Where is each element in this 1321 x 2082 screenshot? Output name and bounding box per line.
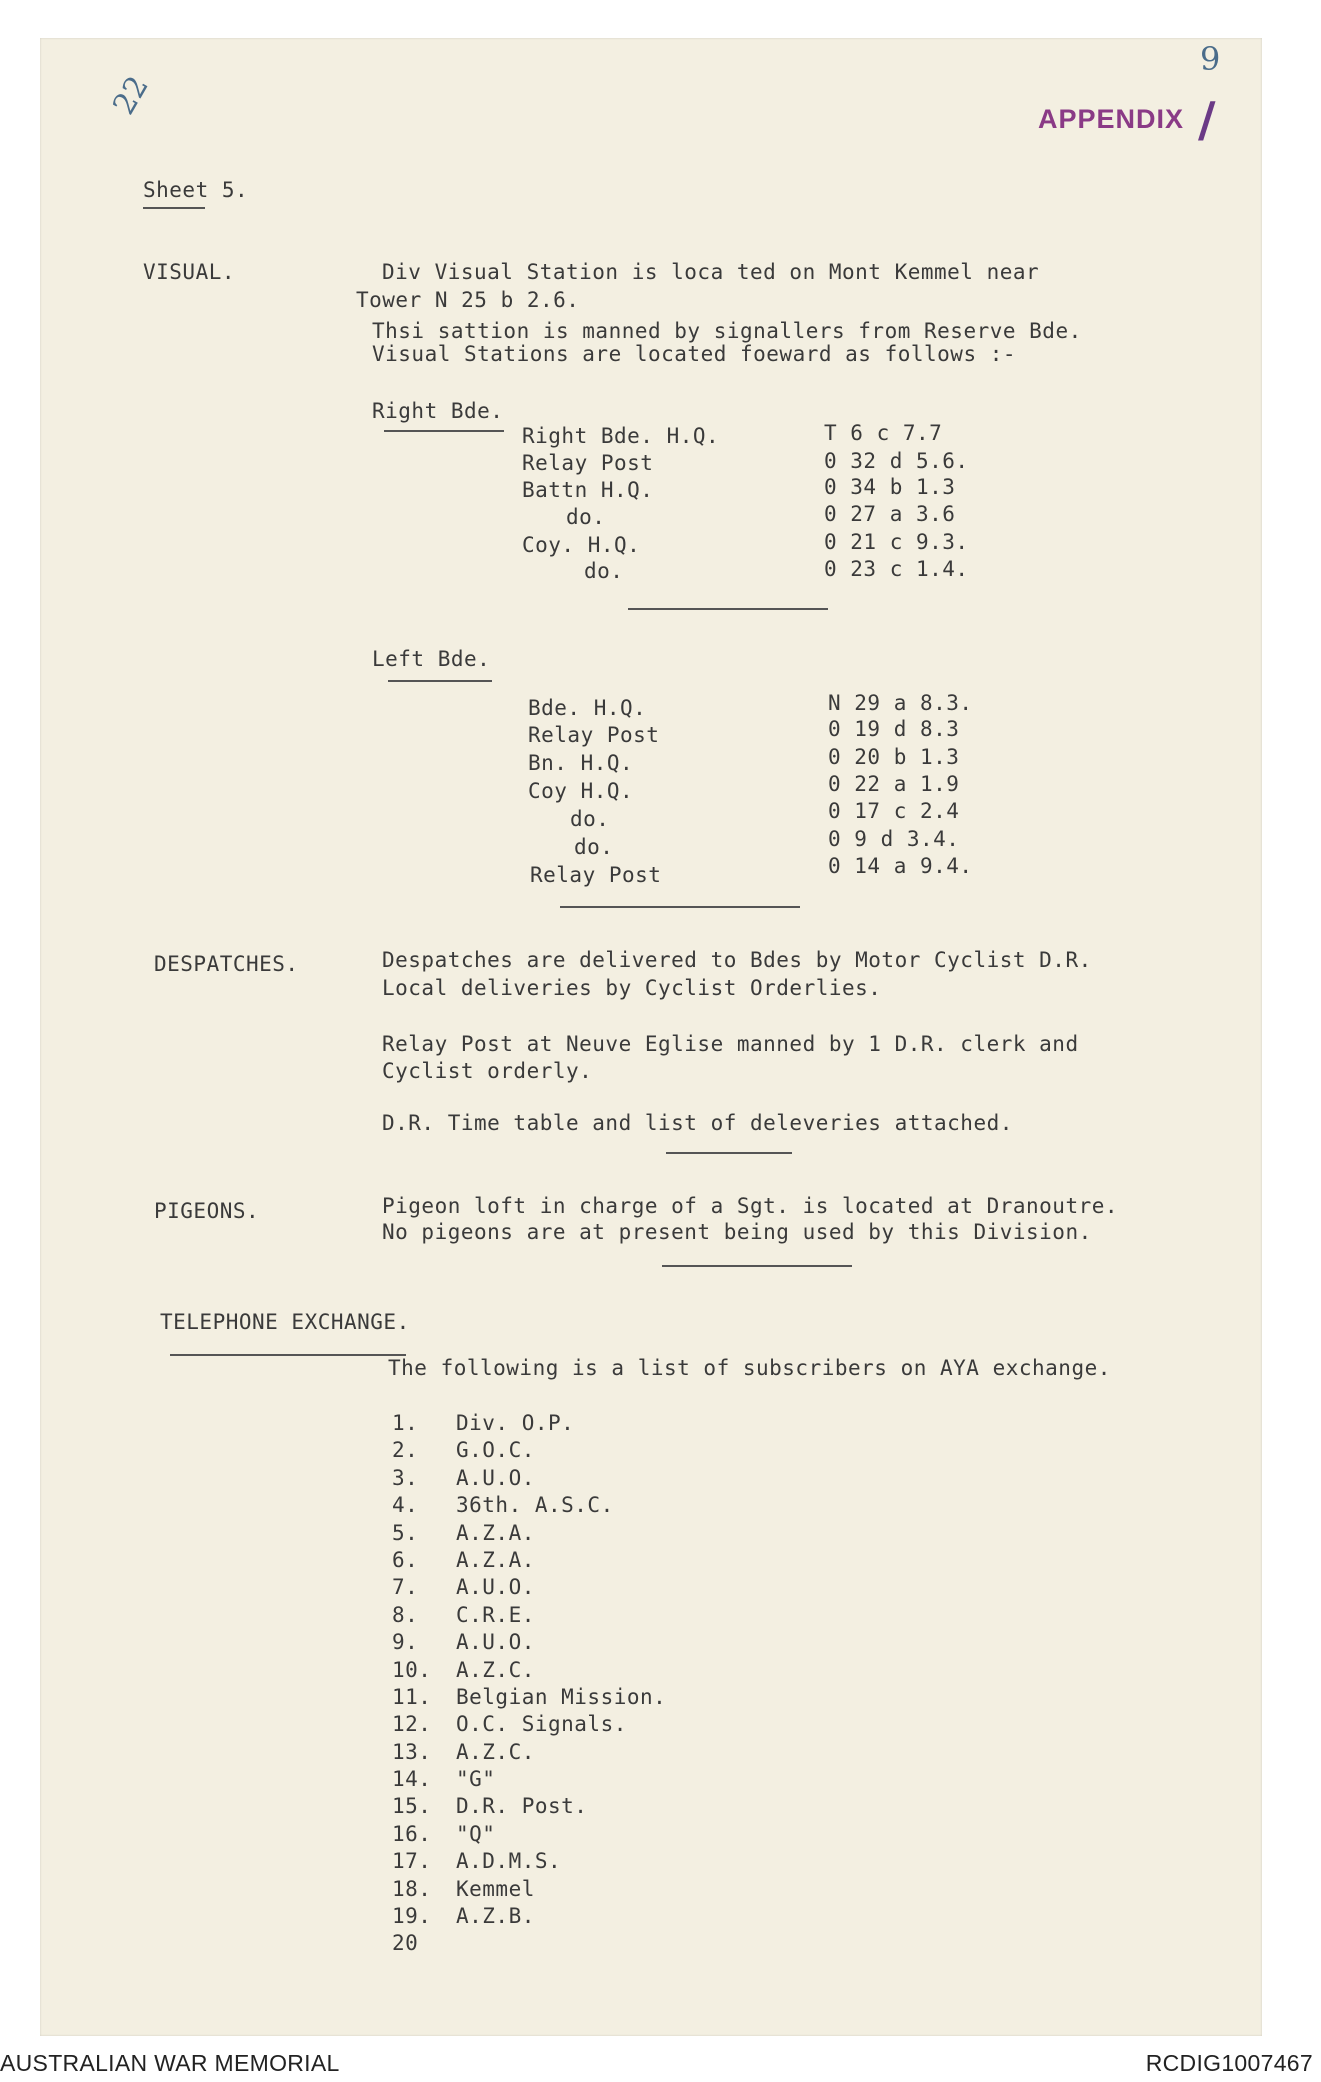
left-bde-place: Relay Post	[528, 723, 660, 747]
right-bde-ref: 0 21 c 9.3.	[824, 530, 969, 554]
subscriber-name: A.U.O.	[456, 1630, 535, 1655]
pigeons-line: No pigeons are at present being used by this Division.	[382, 1220, 1092, 1244]
subscriber-name: A.Z.A.	[456, 1520, 535, 1545]
subscriber-item	[392, 1602, 666, 1629]
subscriber-number: 19.	[392, 1904, 432, 1929]
subscriber-item	[392, 1876, 666, 1903]
left-bde-place: do.	[570, 807, 610, 831]
appendix-stamp	[1038, 104, 1184, 135]
subscriber-number: 16.	[392, 1821, 432, 1846]
right-bde-divider	[628, 608, 828, 610]
subscriber-name: 36th. A.S.C.	[456, 1493, 614, 1518]
right-bde-underline	[384, 430, 504, 432]
subscriber-item	[392, 1711, 666, 1738]
left-bde-place: do.	[574, 835, 614, 859]
right-bde-heading: Right Bde.	[372, 399, 504, 423]
despatches-divider	[666, 1152, 792, 1154]
subscriber-number: 5.	[392, 1520, 419, 1545]
subscriber-name: Div. O.P.	[456, 1411, 575, 1435]
subscriber-item	[392, 1410, 666, 1437]
right-bde-place: do.	[584, 559, 624, 583]
folio-number: 22	[106, 70, 156, 121]
left-bde-ref: N 29 a 8.3.	[828, 691, 973, 715]
left-bde-place: Coy H.Q.	[528, 779, 634, 803]
subscriber-item	[392, 1793, 666, 1820]
left-bde-ref: 0 9 d 3.4.	[828, 827, 960, 851]
subscriber-list	[392, 1410, 666, 1958]
subscriber-name: A.Z.B.	[456, 1904, 535, 1929]
subscriber-number: 18.	[392, 1876, 432, 1901]
right-bde-ref: T 6 c 7.7	[824, 421, 943, 445]
right-bde-place: do.	[566, 505, 606, 529]
left-bde-place: Bde. H.Q.	[528, 696, 647, 720]
subscriber-item	[392, 1903, 666, 1930]
subscriber-name: A.U.O.	[456, 1575, 535, 1600]
footer-institution: AUSTRALIAN WAR MEMORIAL	[0, 2050, 340, 2076]
subscriber-name: "G"	[456, 1767, 496, 1792]
pigeons-divider	[662, 1265, 852, 1267]
left-bde-heading: Left Bde.	[372, 647, 491, 671]
despatches-line: Cyclist orderly.	[382, 1059, 593, 1083]
right-bde-ref: 0 23 c 1.4.	[824, 557, 969, 581]
left-bde-ref: 0 20 b 1.3	[828, 745, 960, 769]
subscriber-item	[392, 1437, 666, 1464]
subscriber-item	[392, 1739, 666, 1766]
subscriber-name: A.U.O.	[456, 1465, 535, 1490]
subscriber-number: 3.	[392, 1465, 419, 1490]
subscriber-number: 17.	[392, 1849, 432, 1874]
subscriber-item	[392, 1848, 666, 1875]
left-bde-ref: 0 17 c 2.4	[828, 799, 960, 823]
subscriber-name: Kemmel	[456, 1876, 535, 1901]
left-bde-ref: 0 19 d 8.3	[828, 717, 960, 741]
despatches-line: Despatches are delivered to Bdes by Motor Cyclist D.R.	[382, 948, 1092, 972]
right-bde-ref: 0 34 b 1.3	[824, 475, 956, 499]
subscriber-name: A.Z.C.	[456, 1657, 535, 1682]
subscriber-number: 11.	[392, 1684, 432, 1709]
subscriber-name: O.C. Signals.	[456, 1712, 627, 1737]
subscriber-name: A.D.M.S.	[456, 1849, 562, 1874]
appendix-stamp-mark: /	[1198, 92, 1216, 148]
right-bde-place: Relay Post	[522, 451, 654, 475]
subscriber-number: 4.	[392, 1493, 419, 1518]
visual-line: Thsi sattion is manned by signallers from Reserve Bde.	[372, 319, 1082, 343]
sheet-label: Sheet 5.	[143, 178, 249, 202]
subscriber-item	[392, 1492, 666, 1519]
subscriber-name: C.R.E.	[456, 1602, 535, 1627]
subscriber-item	[392, 1821, 666, 1848]
despatches-line: Local deliveries by Cyclist Orderlies.	[382, 976, 882, 1000]
visual-line: Div Visual Station is loca ted on Mont Kemmel near	[382, 260, 1040, 284]
subscriber-number: 7.	[392, 1575, 419, 1600]
subscriber-number: 10.	[392, 1657, 432, 1682]
left-bde-underline	[388, 680, 492, 682]
right-bde-place: Right Bde. H.Q.	[522, 424, 720, 448]
left-bde-ref: 0 14 a 9.4.	[828, 854, 973, 878]
subscriber-number: 8.	[392, 1602, 419, 1627]
subscriber-item	[392, 1465, 666, 1492]
subscriber-item	[392, 1766, 666, 1793]
subscriber-number: 14.	[392, 1767, 432, 1792]
subscriber-name: Belgian Mission.	[456, 1684, 667, 1709]
subscriber-name: A.Z.C.	[456, 1739, 535, 1764]
subscriber-item	[392, 1657, 666, 1684]
subscriber-item	[392, 1684, 666, 1711]
left-bde-ref: 0 22 a 1.9	[828, 772, 960, 796]
subscriber-item	[392, 1629, 666, 1656]
right-bde-ref: 0 32 d 5.6.	[824, 449, 969, 473]
sheet-underline	[143, 207, 205, 209]
telephone-underline	[170, 1354, 406, 1356]
subscriber-number: 12.	[392, 1712, 432, 1737]
subscriber-item	[392, 1547, 666, 1574]
right-bde-place: Coy. H.Q.	[522, 533, 641, 557]
subscriber-name: D.R. Post.	[456, 1794, 588, 1819]
subscriber-number: 9.	[392, 1630, 419, 1655]
left-bde-divider	[560, 906, 800, 908]
left-bde-place: Relay Post	[530, 863, 662, 887]
despatches-heading: DESPATCHES.	[154, 952, 299, 976]
subscriber-name: "Q"	[456, 1821, 496, 1846]
appendix-stamp-text: APPENDIX	[1038, 104, 1185, 134]
subscriber-number: 1.	[392, 1411, 419, 1435]
telephone-heading: TELEPHONE EXCHANGE.	[160, 1310, 410, 1334]
subscriber-item	[392, 1930, 666, 1957]
subscriber-number: 6.	[392, 1547, 419, 1572]
despatches-line: Relay Post at Neuve Eglise manned by 1 D.R. clerk and	[382, 1032, 1079, 1056]
pigeons-heading: PIGEONS.	[154, 1199, 260, 1223]
subscriber-name: A.Z.A.	[456, 1547, 535, 1572]
footer-identifier: RCDIG1007467	[1145, 2050, 1313, 2076]
visual-heading: VISUAL.	[143, 260, 236, 284]
subscriber-number: 20	[392, 1931, 419, 1956]
telephone-intro: The following is a list of subscribers on AYA exchange.	[388, 1356, 1111, 1380]
left-bde-place: Bn. H.Q.	[528, 751, 634, 775]
page-number: 9	[1200, 40, 1221, 78]
subscriber-number: 15.	[392, 1794, 432, 1819]
subscriber-number: 13.	[392, 1739, 432, 1764]
subscriber-item	[392, 1520, 666, 1547]
visual-line: Visual Stations are located foeward as follows :-	[372, 342, 1017, 366]
visual-line: Tower N 25 b 2.6.	[356, 288, 580, 312]
right-bde-place: Battn H.Q.	[522, 478, 654, 502]
despatches-line: D.R. Time table and list of deleveries attached.	[382, 1111, 1013, 1135]
right-bde-ref: 0 27 a 3.6	[824, 502, 956, 526]
pigeons-line: Pigeon loft in charge of a Sgt. is located at Dranoutre.	[382, 1194, 1119, 1218]
subscriber-name: G.O.C.	[456, 1438, 535, 1463]
subscriber-item	[392, 1574, 666, 1601]
subscriber-number: 2.	[392, 1438, 419, 1463]
